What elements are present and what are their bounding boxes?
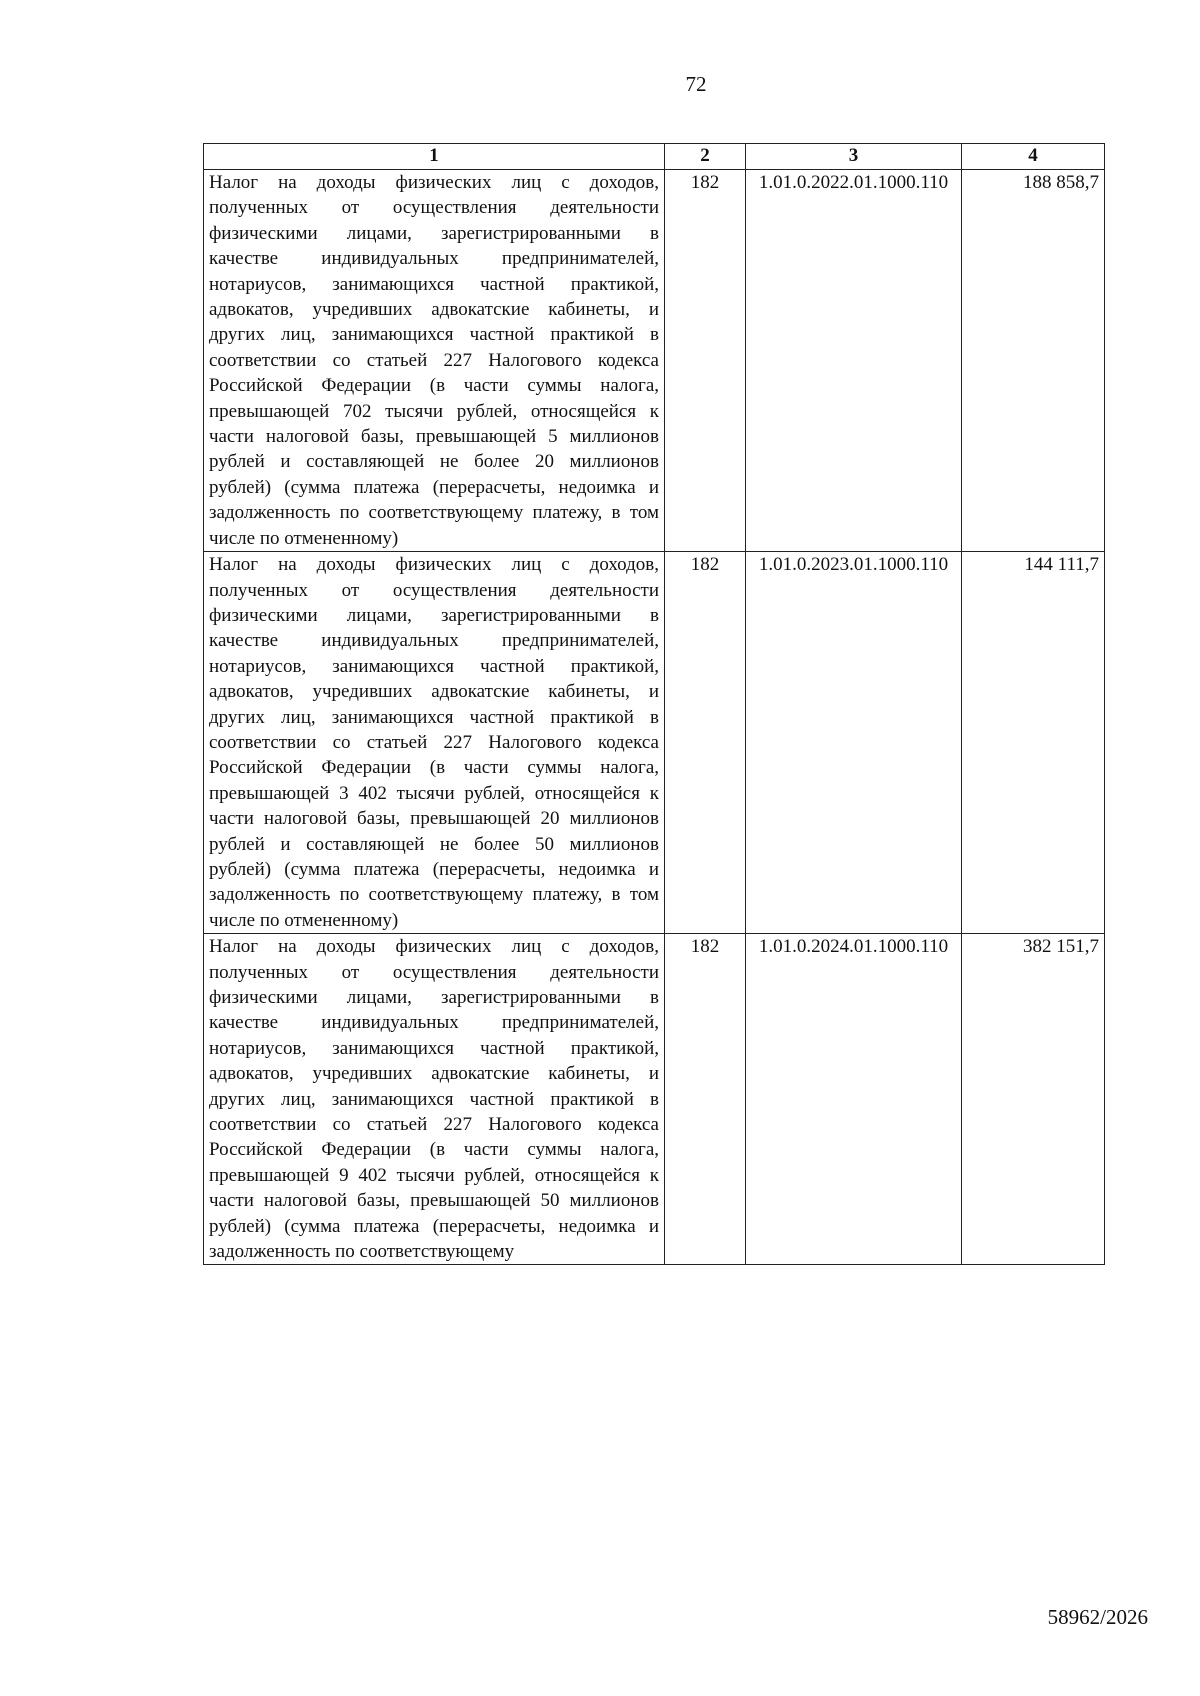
row-kbk-code: 1.01.0.2022.01.1000.110 [746, 170, 962, 552]
column-header-3: 3 [746, 144, 962, 170]
row-admin-code: 182 [665, 170, 746, 552]
row-description: Налог на доходы физических лиц с доходов, полученных от осуществления деятельности физическими лицами, зарегистрированными в качестве индивидуальных предпринимателей, нотариусов, занимающихся частной практикой, адвокатов, учредивших адвокатские кабинеты, и других лиц, занимающихся частной практикой в соответствии со статьей 227 Налогового кодекса Российской Федерации (в части суммы налога, превышающей 9 402 тысячи рублей, относящейся к части налоговой базы, превышающей 50 миллионов рублей) (сумма платежа (перерасчеты, недоимка и задолженность по соответствующему [204, 934, 665, 1265]
row-amount: 144 111,7 [962, 552, 1105, 934]
table-row [204, 170, 1105, 552]
document-number: 58962/2026 [1047, 1605, 1148, 1629]
table-header-row [204, 144, 1105, 170]
row-amount: 188 858,7 [962, 170, 1105, 552]
revenue-table [203, 143, 1105, 1265]
table-row [204, 552, 1105, 934]
table-row [204, 934, 1105, 1265]
row-kbk-code: 1.01.0.2023.01.1000.110 [746, 552, 962, 934]
row-admin-code: 182 [665, 552, 746, 934]
column-header-1: 1 [204, 144, 665, 170]
row-admin-code: 182 [665, 934, 746, 1265]
column-header-2: 2 [665, 144, 746, 170]
column-header-4: 4 [962, 144, 1105, 170]
row-kbk-code: 1.01.0.2024.01.1000.110 [746, 934, 962, 1265]
page-number: 72 [685, 72, 707, 96]
row-amount: 382 151,7 [962, 934, 1105, 1265]
row-description: Налог на доходы физических лиц с доходов, полученных от осуществления деятельности физическими лицами, зарегистрированными в качестве индивидуальных предпринимателей, нотариусов, занимающихся частной практикой, адвокатов, учредивших адвокатские кабинеты, и других лиц, занимающихся частной практикой в соответствии со статьей 227 Налогового кодекса Российской Федерации (в части суммы налога, превышающей 702 тысячи рублей, относящейся к части налоговой базы, превышающей 5 миллионов рублей и составляющей не более 20 миллионов рублей) (сумма платежа (перерасчеты, недоимка и задолженность по соответствующему платежу, в том числе по отмененному) [204, 170, 665, 552]
row-description: Налог на доходы физических лиц с доходов, полученных от осуществления деятельности физическими лицами, зарегистрированными в качестве индивидуальных предпринимателей, нотариусов, занимающихся частной практикой, адвокатов, учредивших адвокатские кабинеты, и других лиц, занимающихся частной практикой в соответствии со статьей 227 Налогового кодекса Российской Федерации (в части суммы налога, превышающей 3 402 тысячи рублей, относящейся к части налоговой базы, превышающей 20 миллионов рублей и составляющей не более 50 миллионов рублей) (сумма платежа (перерасчеты, недоимка и задолженность по соответствующему платежу, в том числе по отмененному) [204, 552, 665, 934]
